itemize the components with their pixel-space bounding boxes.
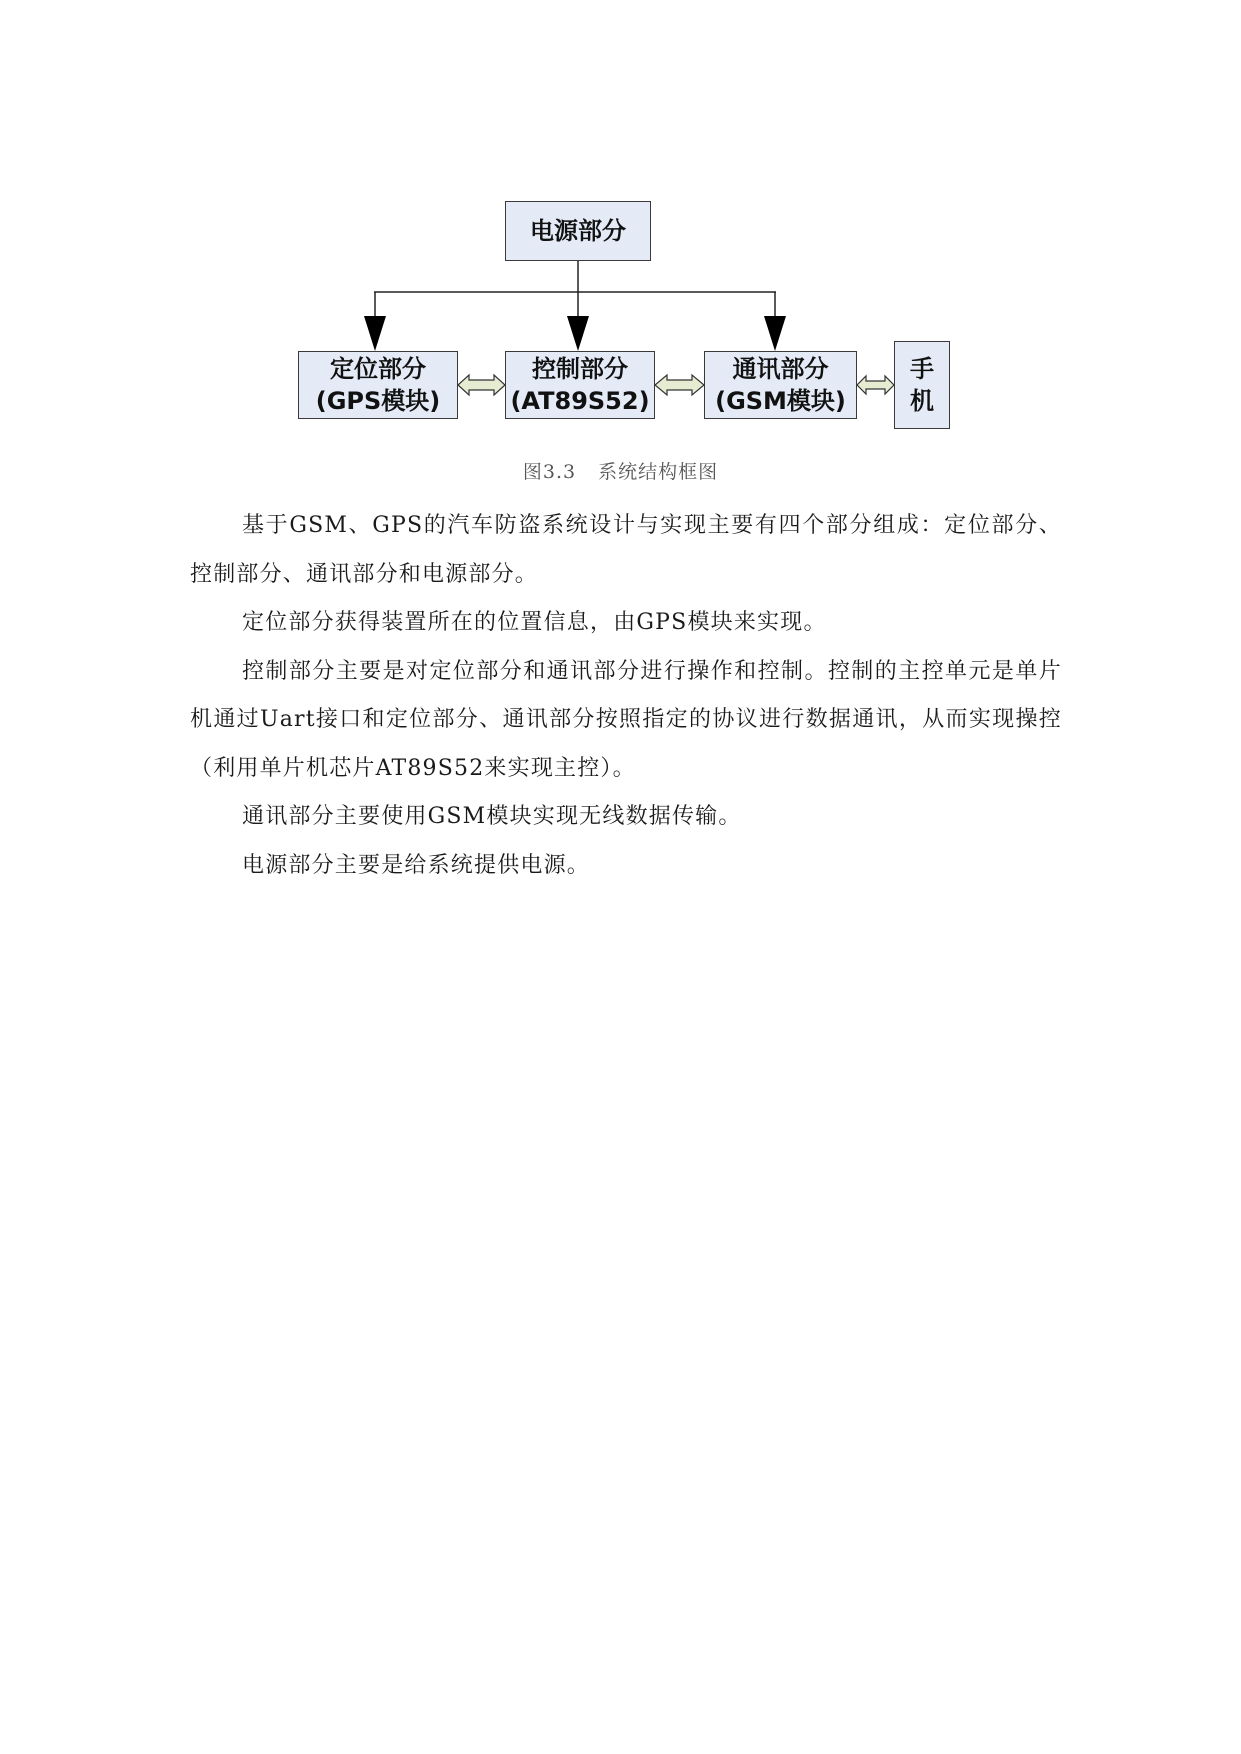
paragraph: 电源部分主要是给系统提供电源。 xyxy=(242,852,591,878)
location-module-label: 定位部分 xyxy=(330,355,426,383)
figure-caption xyxy=(0,457,1241,484)
paragraph: 控制部分主要是对定位部分和通讯部分进行操作和控制。控制的主控单元是单片机通过Uart接口和定位部分、通讯部分按照指定的协议进行数据通讯，从而实现操控（利用单片机芯片AT89S52来实现主控）。 xyxy=(190,658,1062,781)
double-arrow-control-communication xyxy=(655,375,704,395)
double-arrow-location-control xyxy=(458,375,505,395)
control-module-sublabel: (AT89S52) xyxy=(510,387,650,415)
power-module-box xyxy=(505,201,651,261)
power-module-label: 电源部分 xyxy=(530,217,626,245)
location-module-sublabel: (GPS模块) xyxy=(315,387,441,415)
paragraph: 基于GSM、GPS的汽车防盗系统设计与实现主要有四个部分组成：定位部分、控制部分、通讯部分和电源部分。 xyxy=(190,513,1062,587)
double-arrow-communication-phone xyxy=(857,376,894,394)
system-structure-diagram xyxy=(0,0,1241,440)
figure-title: 系统结构框图 xyxy=(598,461,719,483)
arrowhead-control xyxy=(567,316,589,351)
control-module-box xyxy=(505,351,655,419)
arrowhead-communication xyxy=(764,316,786,351)
paragraph: 通讯部分主要使用GSM模块实现无线数据传输。 xyxy=(242,804,742,829)
communication-module-sublabel: (GSM模块) xyxy=(715,387,846,415)
paragraph: 定位部分获得装置所在的位置信息，由GPS模块来实现。 xyxy=(242,610,827,635)
figure-number: 图3.3 xyxy=(522,461,577,483)
communication-module-box xyxy=(704,351,857,419)
phone-label-top: 手 xyxy=(910,355,934,383)
phone-label-bottom: 机 xyxy=(910,387,934,415)
control-module-label: 控制部分 xyxy=(532,355,628,383)
communication-module-label: 通讯部分 xyxy=(732,355,829,383)
arrowhead-location xyxy=(364,316,386,351)
phone-box xyxy=(894,341,950,429)
location-module-box xyxy=(298,351,458,419)
body-text xyxy=(190,502,1062,890)
